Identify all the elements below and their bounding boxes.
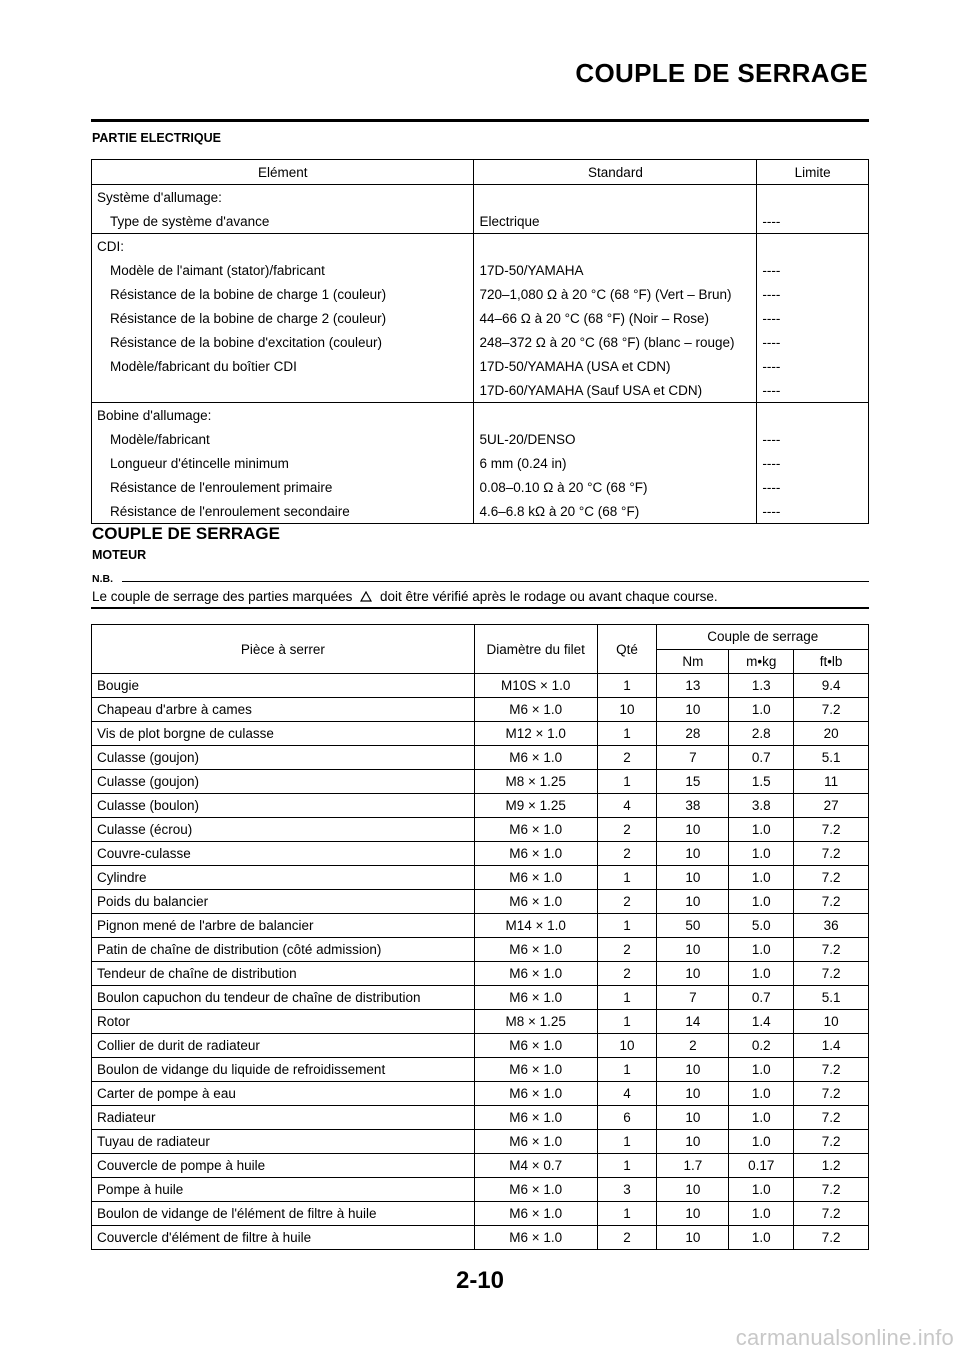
torque-row [92, 674, 869, 698]
electrical-standard-cell: Electrique [474, 209, 757, 234]
torque-thread-cell: M12 × 1.0 [474, 722, 597, 746]
torque-thread-cell: M8 × 1.25 [474, 1010, 597, 1034]
torque-ftlb-cell: 7.2 [794, 890, 869, 914]
torque-nm-cell: 10 [657, 1130, 729, 1154]
torque-thread-cell: M6 × 1.0 [474, 1130, 597, 1154]
torque-mkg-cell: 1.0 [729, 1106, 794, 1130]
electrical-standard-cell: 4.6–6.8 kΩ à 20 °C (68 °F) [474, 499, 757, 524]
col-header-part: Pièce à serrer [92, 625, 475, 674]
torque-qty-cell: 10 [597, 1034, 657, 1058]
electrical-limit-cell: ---- [757, 427, 869, 451]
torque-row [92, 722, 869, 746]
torque-nm-cell: 10 [657, 938, 729, 962]
electrical-item-cell: Modèle de l'aimant (stator)/fabricant [110, 262, 325, 278]
torque-qty-cell: 2 [597, 842, 657, 866]
col-header-standard: Standard [474, 160, 757, 185]
torque-thread-cell: M6 × 1.0 [474, 698, 597, 722]
torque-row [92, 866, 869, 890]
torque-ftlb-cell: 7.2 [794, 938, 869, 962]
torque-mkg-cell: 5.0 [729, 914, 794, 938]
electrical-row [92, 475, 869, 499]
torque-thread-cell: M6 × 1.0 [474, 1034, 597, 1058]
electrical-limit-cell: ---- [757, 451, 869, 475]
torque-nm-cell: 1.7 [657, 1154, 729, 1178]
torque-mkg-cell: 1.0 [729, 866, 794, 890]
torque-section-title: COUPLE DE SERRAGE [92, 524, 280, 543]
torque-part-cell: Boulon de vidange de l'élément de filtre à huile [92, 1202, 475, 1226]
electrical-standard-cell: 248–372 Ω à 20 °C (68 °F) (blanc – rouge) [474, 330, 757, 354]
torque-part-cell: Chapeau d'arbre à cames [92, 698, 475, 722]
electrical-row [92, 451, 869, 475]
torque-qty-cell: 3 [597, 1178, 657, 1202]
torque-nm-cell: 14 [657, 1010, 729, 1034]
torque-qty-cell: 1 [597, 674, 657, 698]
torque-thread-cell: M6 × 1.0 [474, 962, 597, 986]
torque-part-cell: Poids du balancier [92, 890, 475, 914]
electrical-row [92, 209, 869, 234]
torque-mkg-cell: 3.8 [729, 794, 794, 818]
torque-thread-cell: M6 × 1.0 [474, 746, 597, 770]
electrical-row [92, 499, 869, 524]
torque-mkg-cell: 1.0 [729, 962, 794, 986]
torque-row [92, 842, 869, 866]
torque-ftlb-cell: 7.2 [794, 1202, 869, 1226]
torque-row [92, 1202, 869, 1226]
torque-mkg-cell: 1.5 [729, 770, 794, 794]
note-text [92, 589, 718, 604]
torque-mkg-cell: 1.0 [729, 818, 794, 842]
electrical-item-cell: Modèle/fabricant [110, 431, 210, 447]
torque-mkg-cell: 1.0 [729, 1082, 794, 1106]
electrical-row [92, 330, 869, 354]
electrical-limit-cell: ---- [757, 306, 869, 330]
electrical-item-cell: Résistance de l'enroulement primaire [110, 479, 333, 495]
torque-qty-cell: 10 [597, 698, 657, 722]
electrical-section-title: PARTIE ELECTRIQUE [92, 131, 221, 145]
torque-row [92, 962, 869, 986]
torque-row [92, 1082, 869, 1106]
torque-nm-cell: 10 [657, 818, 729, 842]
torque-thread-cell: M9 × 1.25 [474, 794, 597, 818]
torque-nm-cell: 28 [657, 722, 729, 746]
torque-nm-cell: 10 [657, 842, 729, 866]
torque-mkg-cell: 1.0 [729, 938, 794, 962]
note-label: N.B. [92, 573, 113, 585]
electrical-row [92, 282, 869, 306]
electrical-limit-cell: ---- [757, 282, 869, 306]
torque-part-cell: Culasse (boulon) [92, 794, 475, 818]
torque-row [92, 914, 869, 938]
electrical-item-cell: Type de système d'avance [92, 209, 474, 234]
torque-mkg-cell: 1.0 [729, 890, 794, 914]
torque-nm-cell: 10 [657, 866, 729, 890]
electrical-item-cell: Résistance de l'enroulement secondaire [110, 503, 350, 519]
electrical-standard-cell: 17D-50/YAMAHA [474, 258, 757, 282]
torque-thread-cell: M6 × 1.0 [474, 1106, 597, 1130]
torque-row [92, 1226, 869, 1250]
torque-thread-cell: M6 × 1.0 [474, 1178, 597, 1202]
torque-thread-cell: M6 × 1.0 [474, 938, 597, 962]
torque-row [92, 698, 869, 722]
col-header-nm: Nm [657, 649, 729, 674]
torque-part-cell: Rotor [92, 1010, 475, 1034]
electrical-header-row [92, 160, 869, 185]
torque-ftlb-cell: 7.2 [794, 1106, 869, 1130]
torque-part-cell: Boulon capuchon du tendeur de chaîne de distribution [92, 986, 475, 1010]
torque-part-cell: Collier de durit de radiateur [92, 1034, 475, 1058]
watermark: carmanualsonline.info [735, 1325, 954, 1350]
torque-nm-cell: 7 [657, 986, 729, 1010]
torque-qty-cell: 1 [597, 1202, 657, 1226]
torque-thread-cell: M6 × 1.0 [474, 818, 597, 842]
torque-ftlb-cell: 7.2 [794, 1082, 869, 1106]
torque-qty-cell: 2 [597, 962, 657, 986]
electrical-row [92, 427, 869, 451]
torque-qty-cell: 4 [597, 1082, 657, 1106]
torque-mkg-cell: 0.17 [729, 1154, 794, 1178]
electrical-limit-cell [757, 234, 869, 259]
torque-table [91, 624, 869, 1250]
torque-part-cell: Pignon mené de l'arbre de balancier [92, 914, 475, 938]
electrical-limit-cell [757, 185, 869, 210]
electrical-row [92, 378, 869, 403]
electrical-row [92, 234, 869, 259]
electrical-spec-table [91, 159, 869, 524]
torque-ftlb-cell: 5.1 [794, 746, 869, 770]
electrical-standard-cell: 0.08–0.10 Ω à 20 °C (68 °F) [474, 475, 757, 499]
electrical-limit-cell: ---- [757, 499, 869, 524]
torque-thread-cell: M8 × 1.25 [474, 770, 597, 794]
torque-thread-cell: M6 × 1.0 [474, 866, 597, 890]
torque-ftlb-cell: 7.2 [794, 962, 869, 986]
torque-ftlb-cell: 7.2 [794, 818, 869, 842]
torque-part-cell: Boulon de vidange du liquide de refroidissement [92, 1058, 475, 1082]
torque-row [92, 890, 869, 914]
torque-nm-cell: 10 [657, 1082, 729, 1106]
torque-nm-cell: 10 [657, 1058, 729, 1082]
torque-row [92, 818, 869, 842]
electrical-standard-cell: 17D-50/YAMAHA (USA et CDN) [474, 354, 757, 378]
torque-mkg-cell: 1.0 [729, 1226, 794, 1250]
torque-qty-cell: 1 [597, 1130, 657, 1154]
torque-qty-cell: 2 [597, 818, 657, 842]
electrical-standard-cell [474, 185, 757, 210]
torque-mkg-cell: 0.7 [729, 986, 794, 1010]
triangle-mark-icon [360, 591, 372, 602]
torque-part-cell: Couvre-culasse [92, 842, 475, 866]
torque-thread-cell: M6 × 1.0 [474, 1226, 597, 1250]
electrical-item-cell: Longueur d'étincelle minimum [110, 455, 289, 471]
torque-nm-cell: 10 [657, 962, 729, 986]
torque-ftlb-cell: 20 [794, 722, 869, 746]
torque-qty-cell: 2 [597, 938, 657, 962]
torque-qty-cell: 1 [597, 1010, 657, 1034]
torque-row [92, 794, 869, 818]
torque-nm-cell: 13 [657, 674, 729, 698]
electrical-standard-cell: 44–66 Ω à 20 °C (68 °F) (Noir – Rose) [474, 306, 757, 330]
torque-row [92, 1106, 869, 1130]
electrical-limit-cell: ---- [757, 209, 869, 234]
torque-row [92, 1178, 869, 1202]
torque-mkg-cell: 1.0 [729, 842, 794, 866]
torque-part-cell: Pompe à huile [92, 1178, 475, 1202]
electrical-item-cell: CDI: [97, 238, 124, 254]
torque-row [92, 770, 869, 794]
electrical-limit-cell: ---- [757, 378, 869, 403]
torque-ftlb-cell: 7.2 [794, 1130, 869, 1154]
electrical-item-cell: Résistance de la bobine de charge 1 (couleur) [110, 286, 387, 302]
torque-ftlb-cell: 7.2 [794, 1058, 869, 1082]
torque-row [92, 938, 869, 962]
torque-qty-cell: 2 [597, 1226, 657, 1250]
torque-nm-cell: 10 [657, 1106, 729, 1130]
torque-ftlb-cell: 7.2 [794, 1178, 869, 1202]
torque-part-cell: Culasse (écrou) [92, 818, 475, 842]
electrical-limit-cell: ---- [757, 330, 869, 354]
electrical-limit-cell [757, 403, 869, 428]
electrical-limit-cell: ---- [757, 354, 869, 378]
engine-subsection-title: MOTEUR [92, 548, 147, 562]
torque-qty-cell: 2 [597, 746, 657, 770]
torque-nm-cell: 10 [657, 890, 729, 914]
electrical-item-cell: Résistance de la bobine d'excitation (couleur) [110, 334, 382, 350]
torque-nm-cell: 7 [657, 746, 729, 770]
header-rule [91, 119, 869, 122]
torque-part-cell: Vis de plot borgne de culasse [92, 722, 475, 746]
torque-nm-cell: 2 [657, 1034, 729, 1058]
electrical-item-cell: Résistance de la bobine de charge 2 (couleur) [110, 310, 387, 326]
torque-mkg-cell: 0.7 [729, 746, 794, 770]
torque-part-cell: Carter de pompe à eau [92, 1082, 475, 1106]
torque-ftlb-cell: 1.4 [794, 1034, 869, 1058]
torque-part-cell: Culasse (goujon) [92, 770, 475, 794]
electrical-standard-cell: 720–1,080 Ω à 20 °C (68 °F) (Vert – Brun) [474, 282, 757, 306]
torque-mkg-cell: 1.0 [729, 1202, 794, 1226]
electrical-row [92, 354, 869, 378]
torque-part-cell: Cylindre [92, 866, 475, 890]
torque-thread-cell: M4 × 0.7 [474, 1154, 597, 1178]
torque-part-cell: Couvercle de pompe à huile [92, 1154, 475, 1178]
col-header-element: Elément [92, 160, 474, 185]
electrical-item-cell: Bobine d'allumage: [97, 407, 212, 423]
electrical-standard-cell: 17D-60/YAMAHA (Sauf USA et CDN) [474, 378, 757, 403]
torque-row [92, 746, 869, 770]
torque-mkg-cell: 0.2 [729, 1034, 794, 1058]
electrical-standard-cell [474, 403, 757, 428]
torque-nm-cell: 10 [657, 1202, 729, 1226]
col-header-limit: Limite [757, 160, 869, 185]
torque-qty-cell: 1 [597, 1058, 657, 1082]
torque-part-cell: Tendeur de chaîne de distribution [92, 962, 475, 986]
torque-qty-cell: 1 [597, 914, 657, 938]
torque-thread-cell: M6 × 1.0 [474, 1202, 597, 1226]
electrical-row [92, 258, 869, 282]
torque-ftlb-cell: 27 [794, 794, 869, 818]
electrical-row [92, 185, 869, 210]
note-text-before: Le couple de serrage des parties marquées [92, 589, 353, 604]
torque-thread-cell: M6 × 1.0 [474, 986, 597, 1010]
torque-nm-cell: 15 [657, 770, 729, 794]
torque-ftlb-cell: 7.2 [794, 1226, 869, 1250]
torque-thread-cell: M14 × 1.0 [474, 914, 597, 938]
electrical-item-cell: Système d'allumage: [97, 189, 222, 205]
torque-ftlb-cell: 5.1 [794, 986, 869, 1010]
torque-thread-cell: M6 × 1.0 [474, 1058, 597, 1082]
torque-row [92, 1034, 869, 1058]
torque-qty-cell: 1 [597, 770, 657, 794]
torque-mkg-cell: 2.8 [729, 722, 794, 746]
torque-mkg-cell: 1.0 [729, 1178, 794, 1202]
torque-mkg-cell: 1.0 [729, 1058, 794, 1082]
torque-thread-cell: M6 × 1.0 [474, 890, 597, 914]
torque-ftlb-cell: 7.2 [794, 698, 869, 722]
col-header-torque: Couple de serrage [657, 625, 869, 650]
electrical-limit-cell: ---- [757, 475, 869, 499]
torque-mkg-cell: 1.4 [729, 1010, 794, 1034]
torque-part-cell: Patin de chaîne de distribution (côté admission) [92, 938, 475, 962]
electrical-standard-cell [474, 234, 757, 259]
torque-nm-cell: 50 [657, 914, 729, 938]
torque-qty-cell: 1 [597, 722, 657, 746]
note-text-after: doit être vérifié après le rodage ou avant chaque course. [379, 589, 718, 604]
torque-part-cell: Radiateur [92, 1106, 475, 1130]
col-header-qty: Qté [597, 625, 657, 674]
electrical-standard-cell: 6 mm (0.24 in) [474, 451, 757, 475]
torque-ftlb-cell: 9.4 [794, 674, 869, 698]
torque-ftlb-cell: 7.2 [794, 842, 869, 866]
torque-part-cell: Couvercle d'élément de filtre à huile [92, 1226, 475, 1250]
electrical-standard-cell: 5UL-20/DENSO [474, 427, 757, 451]
torque-nm-cell: 10 [657, 1226, 729, 1250]
electrical-item-cell [92, 378, 474, 403]
torque-mkg-cell: 1.0 [729, 1130, 794, 1154]
page-title: COUPLE DE SERRAGE [575, 58, 868, 88]
torque-part-cell: Bougie [92, 674, 475, 698]
note-rule [122, 581, 869, 582]
torque-nm-cell: 10 [657, 698, 729, 722]
torque-ftlb-cell: 36 [794, 914, 869, 938]
torque-ftlb-cell: 7.2 [794, 866, 869, 890]
torque-ftlb-cell: 11 [794, 770, 869, 794]
torque-ftlb-cell: 10 [794, 1010, 869, 1034]
torque-qty-cell: 6 [597, 1106, 657, 1130]
electrical-limit-cell: ---- [757, 258, 869, 282]
electrical-item-cell: Modèle/fabricant du boîtier CDI [110, 358, 297, 374]
torque-thread-cell: M10S × 1.0 [474, 674, 597, 698]
torque-part-cell: Tuyau de radiateur [92, 1130, 475, 1154]
torque-nm-cell: 10 [657, 1178, 729, 1202]
torque-thread-cell: M6 × 1.0 [474, 842, 597, 866]
torque-qty-cell: 1 [597, 1154, 657, 1178]
torque-qty-cell: 4 [597, 794, 657, 818]
torque-row [92, 1154, 869, 1178]
electrical-row [92, 306, 869, 330]
torque-mkg-cell: 1.0 [729, 698, 794, 722]
torque-mkg-cell: 1.3 [729, 674, 794, 698]
torque-ftlb-cell: 1.2 [794, 1154, 869, 1178]
col-header-ftlb: ft•lb [794, 649, 869, 674]
torque-qty-cell: 1 [597, 866, 657, 890]
col-header-mkg: m•kg [729, 649, 794, 674]
torque-thread-cell: M6 × 1.0 [474, 1082, 597, 1106]
torque-row [92, 1130, 869, 1154]
torque-qty-cell: 2 [597, 890, 657, 914]
col-header-thread: Diamètre du filet [474, 625, 597, 674]
torque-qty-cell: 1 [597, 986, 657, 1010]
torque-row [92, 1010, 869, 1034]
note-rule-bottom [91, 607, 869, 609]
torque-part-cell: Culasse (goujon) [92, 746, 475, 770]
torque-header-row-1 [92, 625, 869, 650]
electrical-row [92, 403, 869, 428]
torque-nm-cell: 38 [657, 794, 729, 818]
torque-row [92, 986, 869, 1010]
page-number: 2-10 [455, 1267, 505, 1294]
torque-row [92, 1058, 869, 1082]
